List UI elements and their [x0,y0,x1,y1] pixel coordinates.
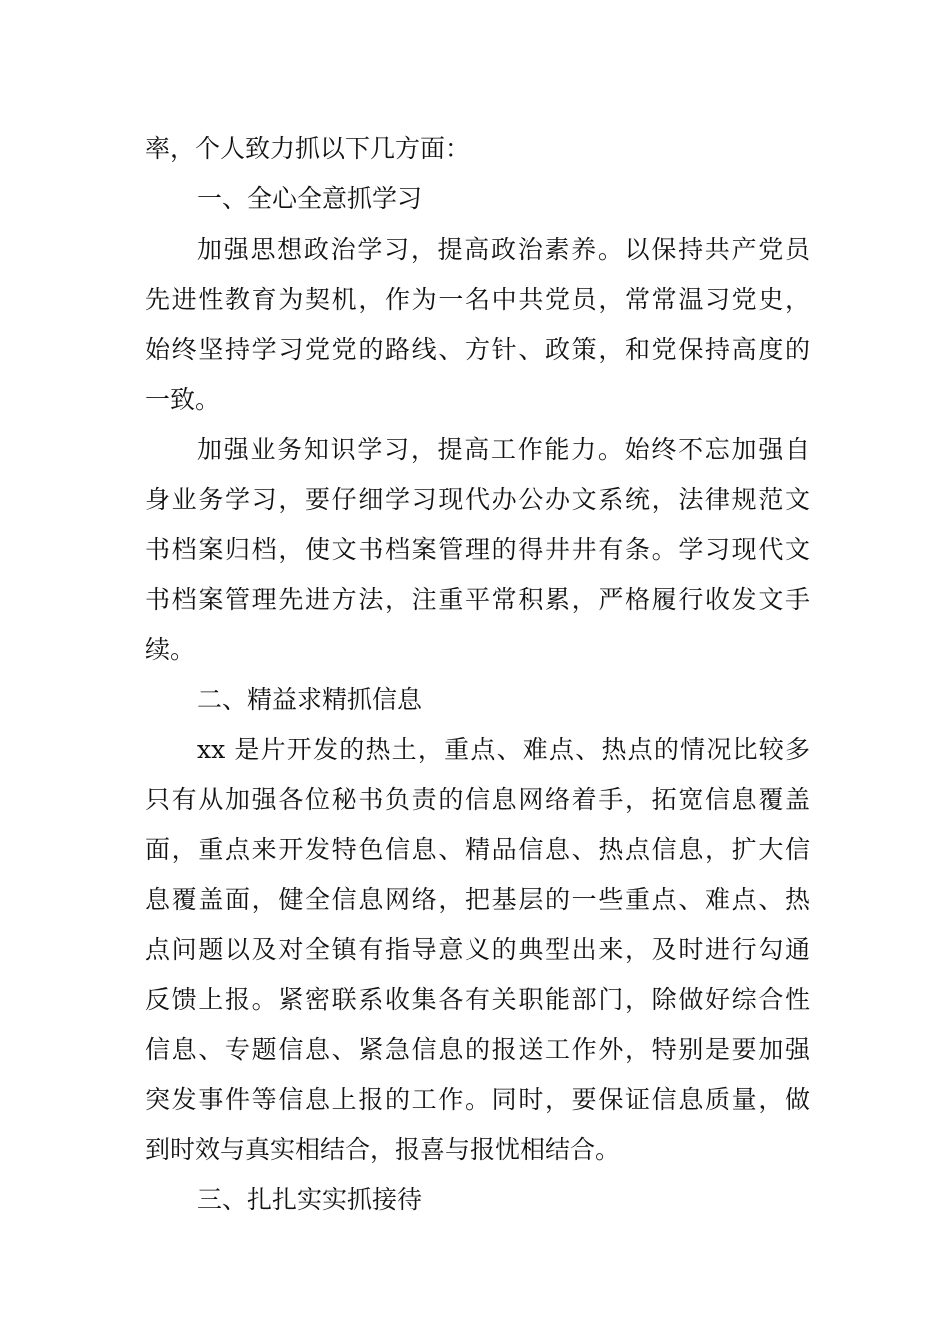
paragraph-line: xx 是片开发的热土，重点、难点、热点的情况比较多 [197,735,810,764]
paragraph-line: 到时效与真实相结合，报喜与报忧相结合。 [145,1135,621,1164]
paragraph-line: 突发事件等信息上报的工作。同时，要保证信息质量，做 [145,1085,810,1114]
paragraph-line: 先进性教育为契机，作为一名中共党员，常常温习党史， [145,285,810,314]
paragraph-line: 加强思想政治学习，提高政治素养。以保持共产党员 [197,235,810,264]
paragraph-line: 只有从加强各位秘书负责的信息网络着手，拓宽信息覆盖 [145,785,810,814]
section-heading: 一、全心全意抓学习 [197,184,423,213]
paragraph-line: 反馈上报。紧密联系收集各有关职能部门，除做好综合性 [145,985,810,1014]
paragraph-line: 面，重点来开发特色信息、精品信息、热点信息，扩大信 [145,835,810,864]
paragraph-line: 加强业务知识学习，提高工作能力。始终不忘加强自 [197,435,810,464]
section-heading: 三、扎扎实实抓接待 [197,1185,423,1214]
paragraph-line: 身业务学习，要仔细学习现代办公办文系统，法律规范文 [145,485,810,514]
paragraph-line: 始终坚持学习党党的路线、方针、政策，和党保持高度的 [145,335,810,364]
section-heading: 二、精益求精抓信息 [197,685,423,714]
paragraph-line: 信息、专题信息、紧急信息的报送工作外，特别是要加强 [145,1035,810,1064]
paragraph-line: 书档案归档，使文书档案管理的得井井有条。学习现代文 [145,535,810,564]
paragraph-line: 点问题以及对全镇有指导意义的典型出来，及时进行勾通 [145,935,810,964]
paragraph-line: 息覆盖面，健全信息网络，把基层的一些重点、难点、热 [145,885,810,914]
paragraph-line: 率，个人致力抓以下几方面： [145,134,471,163]
paragraph-line: 续。 [145,635,196,664]
paragraph-line: 一致。 [145,385,221,414]
paragraph-line: 书档案管理先进方法，注重平常积累，严格履行收发文手 [145,585,810,614]
